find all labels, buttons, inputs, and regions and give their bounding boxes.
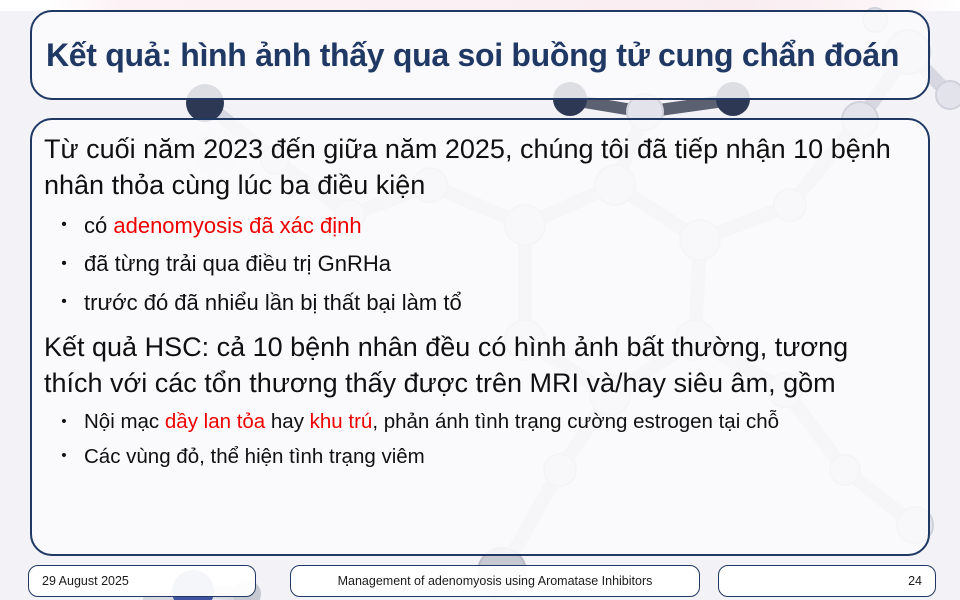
footer-title-box [290, 565, 700, 597]
list-item [44, 212, 912, 241]
results-paragraph: Kết quả HSC: cả 10 bệnh nhân đều có hình ảnh bất thường, tương thích với các tổn thương thấy được trên MRI và/hay siêu âm, gồm [44, 331, 849, 398]
page-number: 24 [908, 574, 922, 588]
bullet-icon: • [61, 254, 67, 272]
title-box [30, 10, 930, 100]
footer-page-box [718, 565, 936, 597]
list-item [44, 409, 912, 436]
conditions-list [44, 212, 912, 318]
list-item-text: trước đó đã nhiểu lần bị thất bại làm tổ [84, 290, 462, 315]
list-item-text: Nội mạc dầy lan tỏa hay khu trú, phản ánh tình trạng cường estrogen tại chỗ [84, 410, 780, 434]
list-item [44, 250, 912, 279]
list-item [44, 444, 912, 471]
bullet-icon: • [61, 216, 67, 234]
highlighted-text: khu trú [309, 410, 373, 434]
footer-presentation-title: Management of adenomyosis using Aromatase Inhibitors [337, 574, 653, 588]
bullet-icon: • [61, 448, 67, 465]
content-box [30, 118, 930, 556]
highlighted-text: dầy lan tỏa [164, 410, 266, 434]
list-item [44, 289, 912, 318]
slide-title: Kết quả: hình ảnh thấy qua soi buồng tử cung chẩn đoán [46, 36, 900, 73]
highlighted-text: adenomyosis đã xác định [113, 212, 362, 238]
footer-date-box [28, 565, 256, 597]
list-item-text: Các vùng đỏ, thể hiện tình trạng viêm [84, 445, 425, 469]
bullet-icon: • [61, 293, 67, 311]
footer-date: 29 August 2025 [42, 574, 129, 588]
bullet-icon: • [61, 413, 67, 430]
intro-paragraph: Từ cuối năm 2023 đến giữa năm 2025, chúng tôi đã tiếp nhận 10 bệnh nhân thỏa cùng lúc ba điều kiện [44, 134, 891, 200]
findings-list [44, 409, 912, 470]
list-item-text: có adenomyosis đã xác định [84, 212, 362, 238]
list-item-text: đã từng trải qua điều trị GnRHa [84, 251, 392, 277]
